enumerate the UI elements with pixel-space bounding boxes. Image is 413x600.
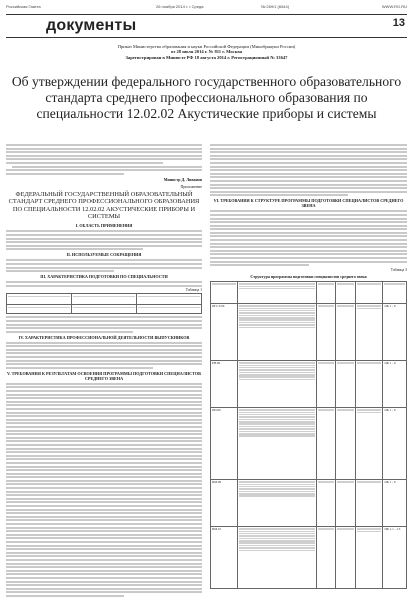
section-heading-1: I. ОБЛАСТЬ ПРИМЕНЕНИЯ: [75, 223, 133, 229]
table-3: [210, 281, 407, 589]
row-competencies: ОК 1 - 9: [383, 407, 407, 479]
row-competencies: ОК 1 - 9: [383, 479, 407, 526]
site-url: WWW.RG.RU: [381, 4, 407, 9]
document-headline: Об утверждении федерального государственного образовательного стандарта среднего профессионального образования по специальности 12.02.02 Акустические приборы и системы: [11, 74, 402, 121]
right-column: [210, 144, 407, 594]
table-row: [211, 479, 407, 526]
row-index: ОГСЭ.00: [211, 303, 238, 360]
section-heading-3: III. ХАРАКТЕРИСТИКА ПОДГОТОВКИ ПО СПЕЦИАЛЬНОСТИ: [40, 274, 168, 280]
row-competencies: ОК 1 - 9: [383, 303, 407, 360]
row-index: ПМ.00: [211, 479, 238, 526]
order-date: от 28 июля 2014 г. № 811 г. Москва: [170, 49, 243, 55]
table-row: [211, 360, 407, 407]
table-row: [211, 407, 407, 479]
appendix-label: Приложение: [180, 183, 202, 189]
row-index: ОП.00: [211, 407, 238, 479]
standard-title: ФЕДЕРАЛЬНЫЙ ГОСУДАРСТВЕННЫЙ ОБРАЗОВАТЕЛЬНЫЙ СТАНДАРТ СРЕДНЕГО ПРОФЕССИОНАЛЬНОГО ОБРАЗОВАНИЯ ПО СПЕЦИАЛЬНОСТИ 12.02.02 АКУСТИЧЕСКИЕ ПРИБОРЫ И СИСТЕМЫ: [8, 190, 200, 220]
row-index: ПМ.01: [211, 526, 238, 588]
section-header: [6, 14, 407, 38]
masthead-strip: [6, 4, 407, 12]
order-registration: Зарегистрирован в Минюсте РФ 18 августа 2014 г. Регистрационный № 33647: [125, 54, 288, 60]
row-index: ЕН.00: [211, 360, 238, 407]
section-title: документы: [46, 17, 137, 34]
paper-name: Российская Газета: [6, 4, 41, 9]
table-1-label: Таблица 1: [185, 288, 202, 293]
issue-date: 26 ноября 2014 г. • Среда: [156, 4, 204, 9]
issue-number: № 269/1 (6544): [261, 4, 290, 9]
table-row: [211, 303, 407, 360]
minister-signature: Министр Д. Ливанов: [163, 176, 202, 182]
order-block: [20, 44, 393, 60]
table-1: [6, 293, 202, 314]
section-heading-4: IV. ХАРАКТЕРИСТИКА ПРОФЕССИОНАЛЬНОЙ ДЕЯТЕЛЬНОСТИ ВЫПУСКНИКОВ: [18, 334, 190, 340]
page-number: 13: [392, 17, 405, 29]
section-heading-2: II. ИСПОЛЬЗУЕМЫЕ СОКРАЩЕНИЯ: [66, 252, 142, 258]
section-heading-5: V. ТРЕБОВАНИЯ К РЕЗУЛЬТАТАМ ОСВОЕНИЯ ПРОГРАММЫ ПОДГОТОВКИ СПЕЦИАЛИСТОВ СРЕДНЕГО ЗВЕНА: [7, 370, 201, 381]
table-row: [211, 526, 407, 588]
table-3-label: Таблица 3: [390, 267, 407, 272]
table-3-title: Структура программы подготовки специалистов среднего звена: [250, 273, 367, 279]
row-competencies: ПК 1.1 - 1.5: [383, 526, 407, 588]
row-competencies: ОК 1 - 9: [383, 360, 407, 407]
left-column: [6, 144, 202, 594]
section-heading-6: VI. ТРЕБОВАНИЯ К СТРУКТУРЕ ПРОГРАММЫ ПОДГОТОВКИ СПЕЦИАЛИСТОВ СРЕДНЕГО ЗВЕНА: [213, 198, 404, 209]
order-issuer: Приказ Министерства образования и науки Российской Федерации (Минобрнауки России): [117, 44, 296, 49]
